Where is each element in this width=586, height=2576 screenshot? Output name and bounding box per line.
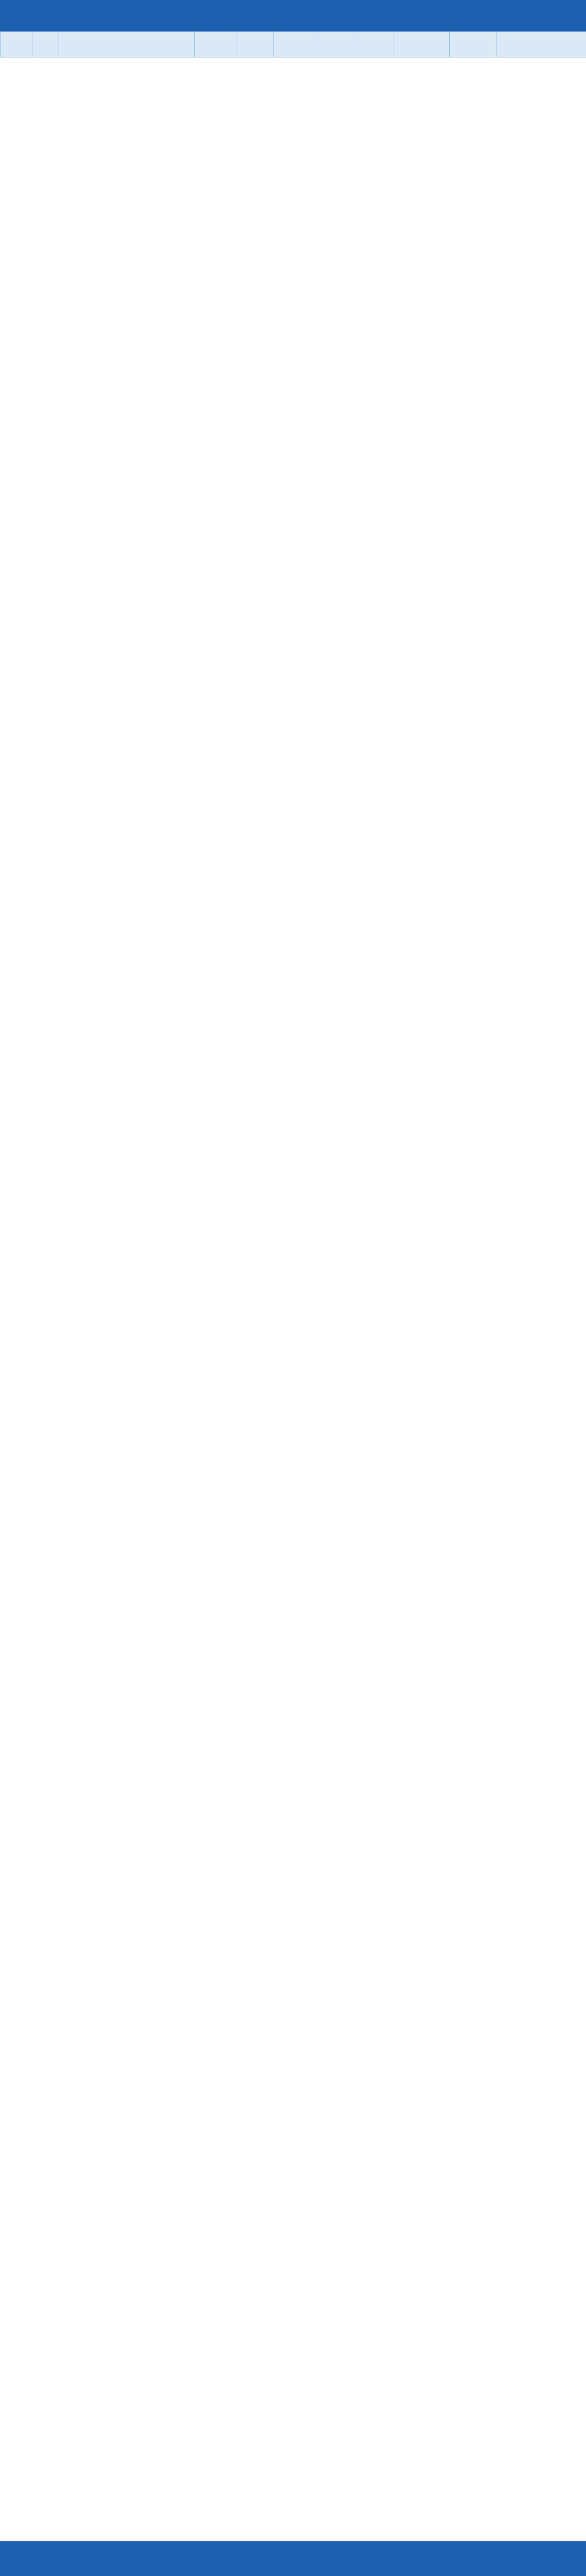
column-header [238, 32, 274, 57]
listing-table [0, 31, 586, 57]
column-header [393, 32, 450, 57]
column-header [496, 32, 586, 57]
column-header [195, 32, 238, 57]
column-header [315, 32, 354, 57]
table-header-row [1, 32, 586, 57]
listing-table-container [0, 31, 586, 2541]
column-header [1, 32, 33, 57]
page-title [0, 0, 586, 31]
column-header [354, 32, 393, 57]
footer-note [0, 2541, 586, 2576]
column-header [33, 32, 59, 57]
column-header [59, 32, 195, 57]
column-header [450, 32, 496, 57]
column-header [274, 32, 315, 57]
